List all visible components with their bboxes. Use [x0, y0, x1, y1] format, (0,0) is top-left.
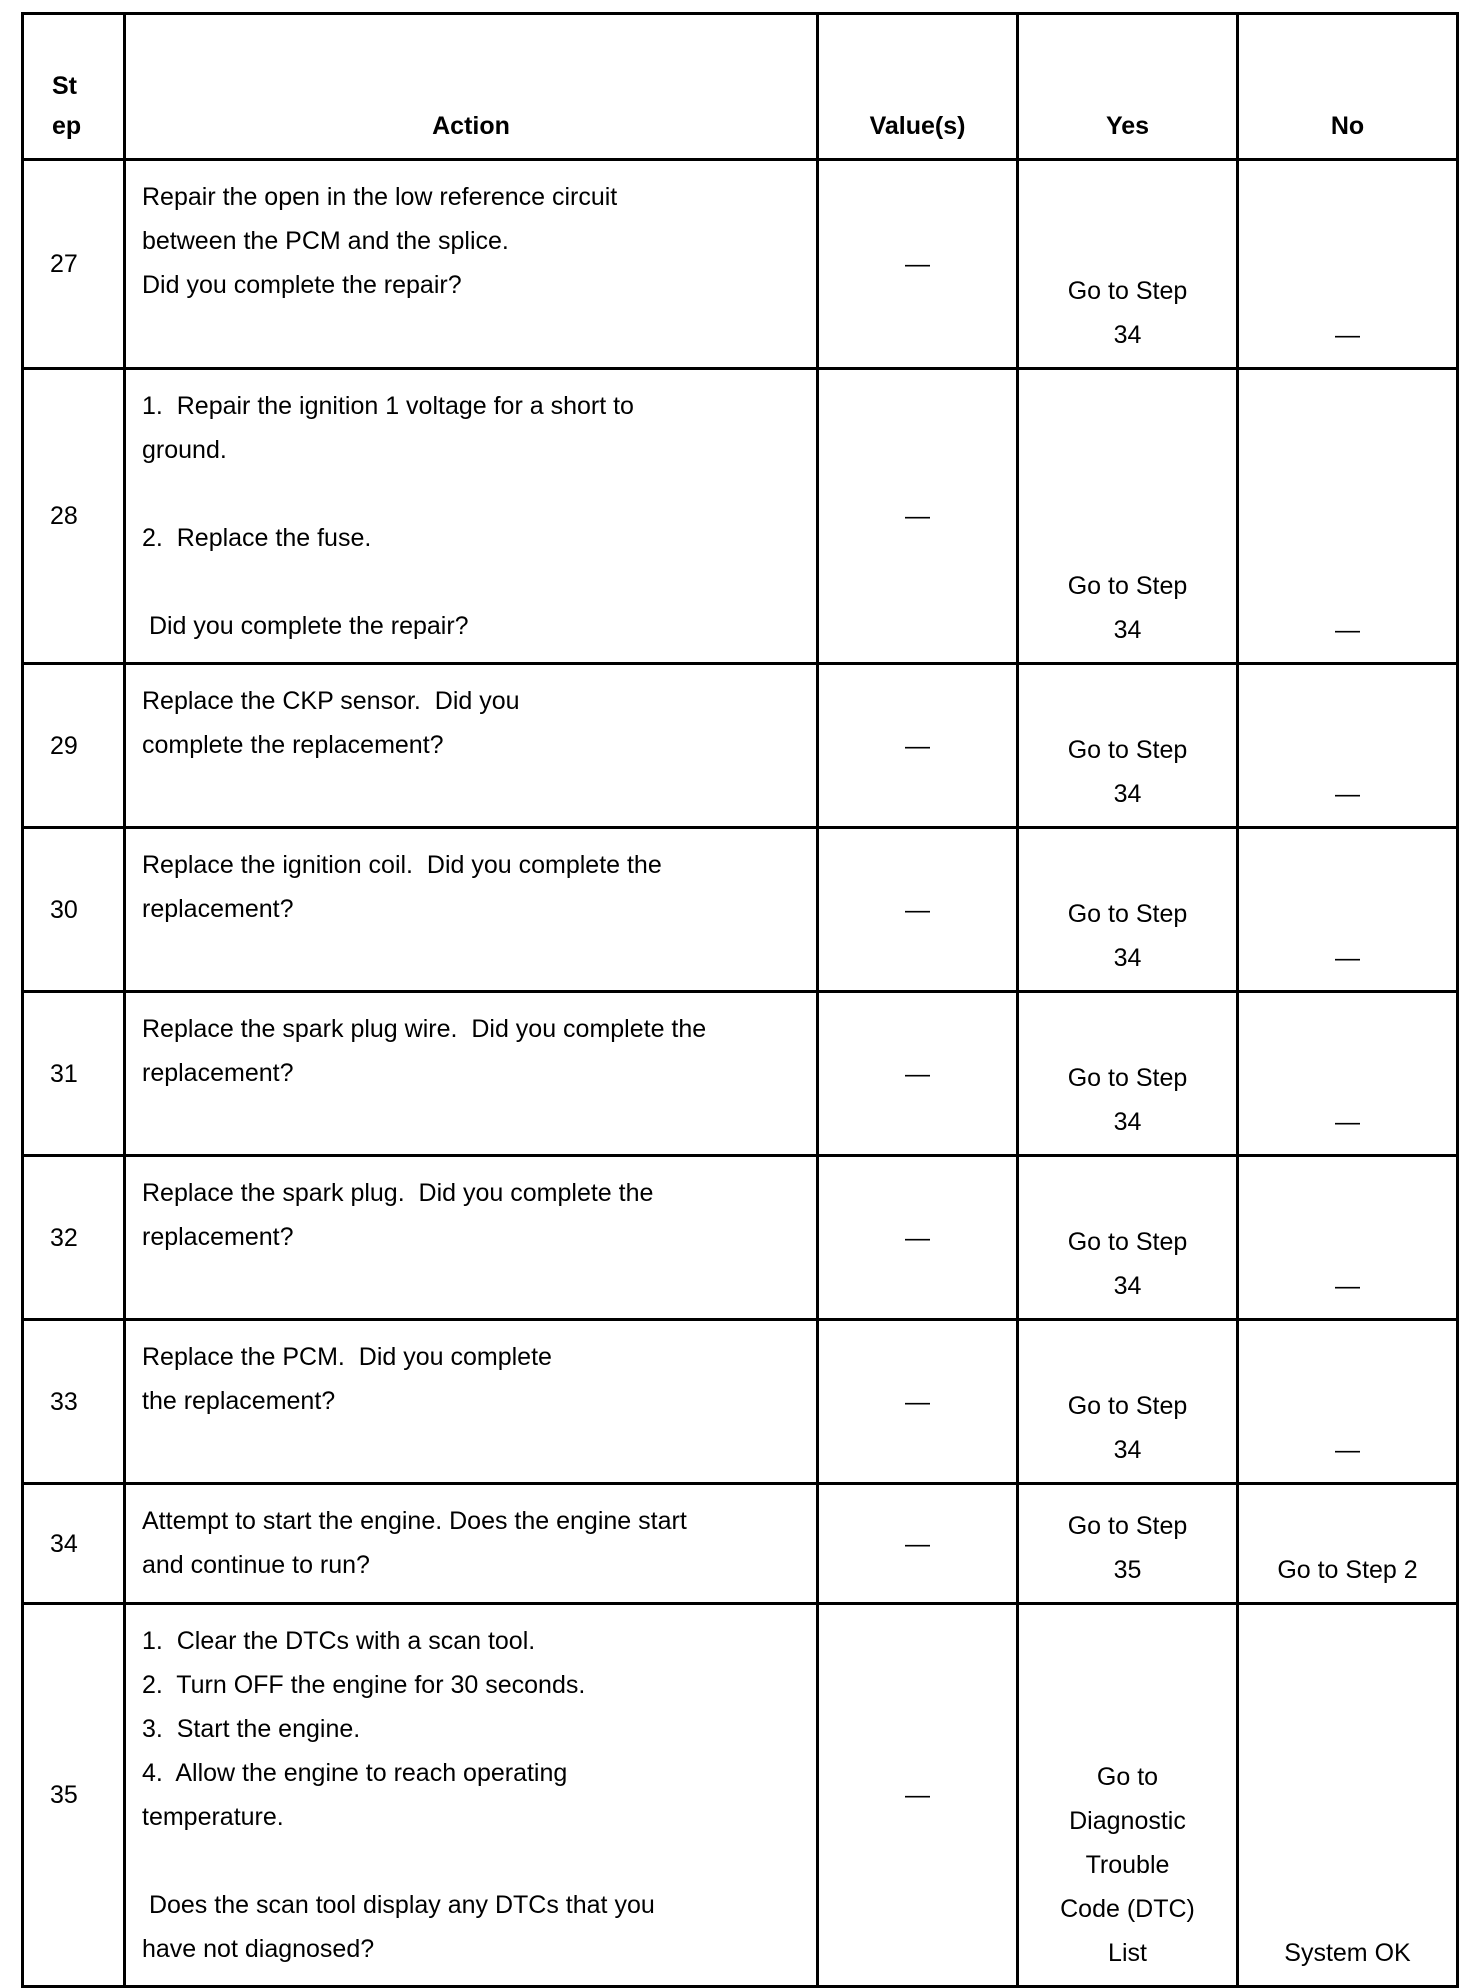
text-line: 34 — [1113, 616, 1142, 644]
step-number: 30 — [23, 828, 125, 992]
action-cell — [125, 992, 818, 1156]
text-line: Trouble — [1085, 1851, 1170, 1879]
text-line: Code (DTC) — [1060, 1895, 1195, 1923]
yes-cell — [1018, 369, 1238, 664]
text-line: Replace the ignition coil. Did you complete the — [142, 851, 662, 879]
step-number: 34 — [23, 1484, 125, 1604]
text-line: 2. Turn OFF the engine for 30 seconds. — [142, 1671, 586, 1699]
text-line: Diagnostic — [1069, 1807, 1186, 1835]
text-line: Go to Step — [1067, 1064, 1188, 1092]
header-step: St ep — [23, 14, 125, 160]
text-line: 4. Allow the engine to reach operating — [142, 1759, 568, 1787]
text-line — [142, 560, 800, 604]
table-row — [23, 1320, 1458, 1484]
yes-cell — [1018, 160, 1238, 369]
yes-cell — [1018, 664, 1238, 828]
no-cell: — — [1238, 664, 1458, 828]
text-line: ground. — [142, 436, 227, 464]
text-line: have not diagnosed? — [142, 1935, 375, 1963]
text-line: 1. Clear the DTCs with a scan tool. — [142, 1627, 536, 1655]
value-cell: — — [818, 1484, 1018, 1604]
yes-cell — [1018, 1320, 1238, 1484]
value-cell: — — [818, 369, 1018, 664]
text-line: Replace the CKP sensor. Did you — [142, 687, 520, 715]
text-line: 34 — [1113, 1436, 1142, 1464]
text-line: Repair the open in the low reference circuit — [142, 183, 618, 211]
action-cell — [125, 1156, 818, 1320]
no-cell: — — [1238, 369, 1458, 664]
text-line: Go to Step — [1067, 1512, 1188, 1540]
text-line: Replace the PCM. Did you complete — [142, 1343, 552, 1371]
step-number: 33 — [23, 1320, 125, 1484]
text-line: Go to Step — [1067, 1392, 1188, 1420]
value-cell: — — [818, 1156, 1018, 1320]
text-line: 34 — [1113, 321, 1142, 349]
value-cell: — — [818, 160, 1018, 369]
text-line: Go to Step — [1067, 277, 1188, 305]
step-number: 35 — [23, 1604, 125, 1987]
text-line: 1. Repair the ignition 1 voltage for a short to — [142, 392, 634, 420]
header-action: Action — [125, 14, 818, 160]
table-row — [23, 1484, 1458, 1604]
text-line: 35 — [1113, 1556, 1142, 1584]
header-row — [23, 14, 1458, 160]
text-line: 34 — [1113, 1108, 1142, 1136]
text-line: 3. Start the engine. — [142, 1715, 361, 1743]
table-row — [23, 160, 1458, 369]
value-cell: — — [818, 992, 1018, 1156]
no-cell: — — [1238, 828, 1458, 992]
step-number: 28 — [23, 369, 125, 664]
action-cell — [125, 160, 818, 369]
table-row — [23, 369, 1458, 664]
header-no: No — [1238, 14, 1458, 160]
action-cell — [125, 1604, 818, 1987]
text-line: Go to Step — [1067, 736, 1188, 764]
diagnostic-table — [21, 12, 1459, 1988]
text-line: Go to — [1096, 1763, 1159, 1791]
action-cell — [125, 1320, 818, 1484]
step-number: 29 — [23, 664, 125, 828]
text-line: Does the scan tool display any DTCs that you — [142, 1891, 655, 1919]
text-line: replacement? — [142, 1059, 294, 1087]
text-line: and continue to run? — [142, 1551, 370, 1579]
header-yes: Yes — [1018, 14, 1238, 160]
no-cell: System OK — [1238, 1604, 1458, 1987]
text-line: Replace the spark plug wire. Did you complete the — [142, 1015, 707, 1043]
text-line: 34 — [1113, 944, 1142, 972]
text-line: replacement? — [142, 895, 294, 923]
no-cell: — — [1238, 992, 1458, 1156]
text-line: the replacement? — [142, 1387, 336, 1415]
text-line: 34 — [1113, 780, 1142, 808]
table-row — [23, 992, 1458, 1156]
yes-cell — [1018, 828, 1238, 992]
table-row — [23, 828, 1458, 992]
text-line: replacement? — [142, 1223, 294, 1251]
text-line — [142, 472, 800, 516]
step-number: 31 — [23, 992, 125, 1156]
value-cell: — — [818, 1604, 1018, 1987]
yes-cell — [1018, 1156, 1238, 1320]
text-line: Attempt to start the engine. Does the engine start — [142, 1507, 687, 1535]
header-values: Value(s) — [818, 14, 1018, 160]
text-line: 34 — [1113, 1272, 1142, 1300]
text-line: Replace the spark plug. Did you complete the — [142, 1179, 654, 1207]
step-number: 32 — [23, 1156, 125, 1320]
table-row — [23, 1604, 1458, 1987]
action-cell — [125, 1484, 818, 1604]
yes-cell — [1018, 992, 1238, 1156]
text-line: 2. Replace the fuse. — [142, 524, 372, 552]
action-cell — [125, 369, 818, 664]
no-cell: — — [1238, 1156, 1458, 1320]
text-line: Did you complete the repair? — [142, 612, 469, 640]
text-line: between the PCM and the splice. — [142, 227, 509, 255]
text-line: temperature. — [142, 1803, 284, 1831]
table-row — [23, 664, 1458, 828]
no-cell: — — [1238, 160, 1458, 369]
table-row — [23, 1156, 1458, 1320]
text-line: List — [1108, 1939, 1147, 1967]
step-number: 27 — [23, 160, 125, 369]
value-cell: — — [818, 828, 1018, 992]
text-line: Go to Step — [1067, 572, 1188, 600]
text-line — [142, 1839, 800, 1883]
text-line: Go to Step — [1067, 1228, 1188, 1256]
no-cell: Go to Step 2 — [1238, 1484, 1458, 1604]
value-cell: — — [818, 1320, 1018, 1484]
yes-cell — [1018, 1604, 1238, 1987]
text-line: complete the replacement? — [142, 731, 444, 759]
value-cell: — — [818, 664, 1018, 828]
no-cell: — — [1238, 1320, 1458, 1484]
text-line: Go to Step — [1067, 900, 1188, 928]
action-cell — [125, 664, 818, 828]
text-line: Did you complete the repair? — [142, 271, 462, 299]
action-cell — [125, 828, 818, 992]
yes-cell — [1018, 1484, 1238, 1604]
